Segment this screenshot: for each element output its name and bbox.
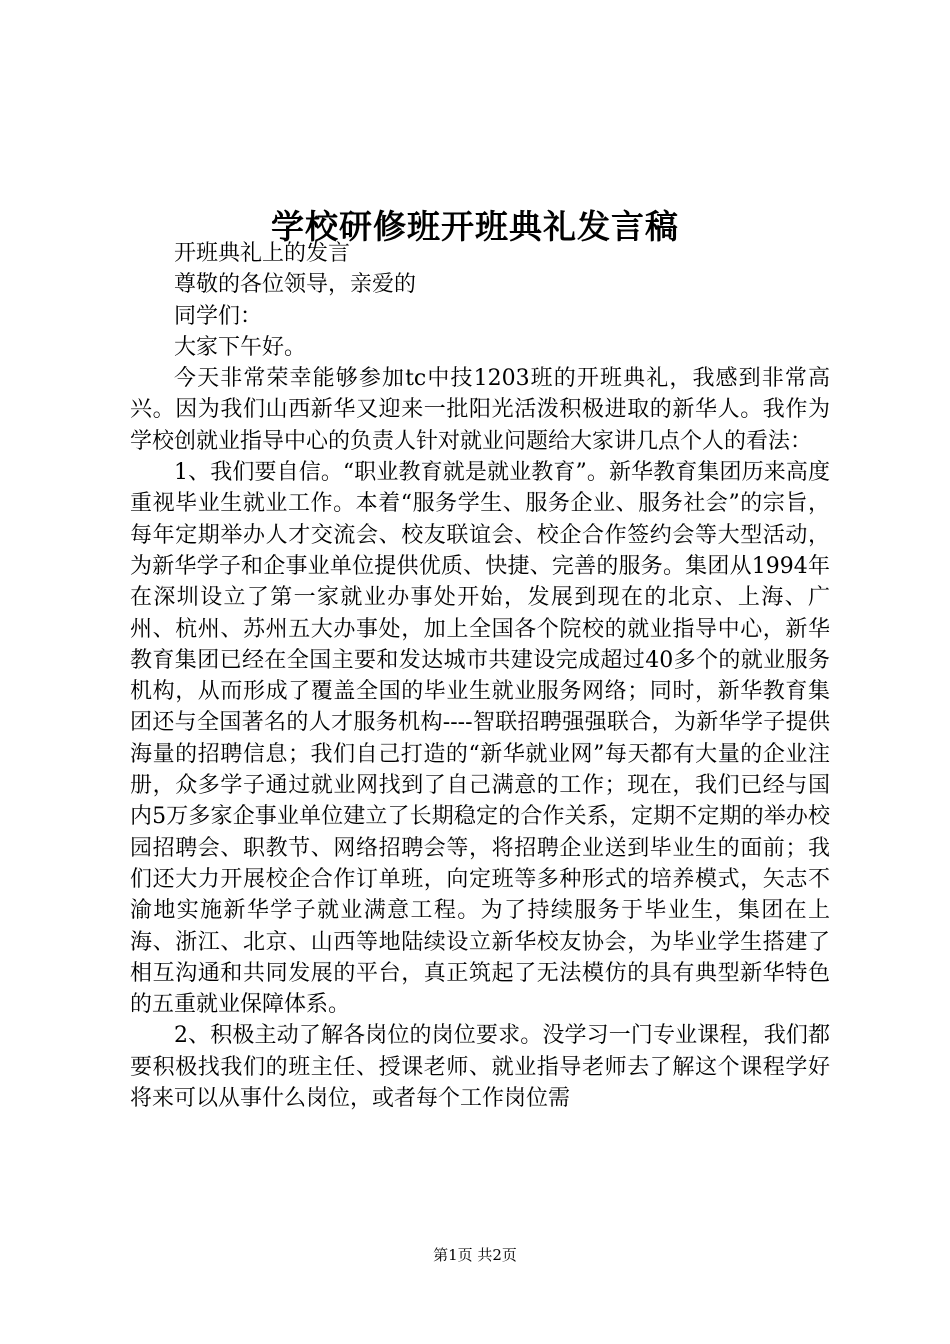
salutation-line-2: 同学们： [174,303,263,329]
greeting-heading: 开班典礼上的发言 [174,241,351,266]
point-1-paragraph: 1、我们要自信。“职业教育就是就业教育”。新华教育集团历来高度重视毕业生就业工作。本着“服务学生、服务企业、服务社会”的宗旨，每年定期举办人才交流会、校友联谊会、校企合作签约会等大型活动，为新华学子和企事业单位提供优质、快捷、完善的服务。集团从1994年在深圳设立了第一家就业办事处开始，发展到现在的北京、上海、广州、杭州、苏州五大办事处，加上全国各个院校的就业指导中心，新华教育集团已经在全国主要和发达城市共建设完成超过40多个的就业服务机构，从而形成了覆盖全国的毕业生就业服务网络；同时，新华教育集团还与全国著名的人才服务机构----智联招聘强强联合，为新华学子提供海量的招聘信息；我们自己打造的“新华就业网”每天都有大量的企业注册，众多学子通过就业网找到了自己满意的工作；现在，我们已经与国内5万多家企事业单位建立了长期稳定的合作关系，定期不定期的举办校园招聘会、职教节、网络招聘会等，将招聘企业送到毕业生的面前；我们还大力开展校企合作订单班，向定班等多种形式的培养模式，矢志不渝地实施新华学子就业满意工程。为了持续服务于毕业生，集团在上海、浙江、北京、山西等地陆续设立新华校友协会，为毕业学生搭建了相互沟通和共同发展的平台，真正筑起了无法模仿的具有典型新华特色的五重就业保障体系。 [130,460,830,1018]
point-2-paragraph: 2、积极主动了解各岗位的岗位要求。没学习一门专业课程，我们都要积极找我们的班主任、授课老师、就业指导老师去了解这个课程学好将来可以从事什么岗位，或者每个工作岗位需 [130,1023,830,1112]
intro-paragraph: 今天非常荣幸能够参加tc中技1203班的开班典礼，我感到非常高兴。因为我们山西新华又迎来一批阳光活泼积极进取的新华人。我作为学校创就业指导中心的负责人针对就业问题给大家讲几点个人的看法： [130,366,830,454]
greeting-line: 大家下午好。 [174,334,307,360]
document-title: 学校研修班开班典礼发言稿 [271,207,679,247]
page-number-footer: 第1页 共2页 [433,1246,517,1264]
document-body [130,238,830,1114]
salutation-line-1: 尊敬的各位领导，亲爱的 [174,272,417,298]
